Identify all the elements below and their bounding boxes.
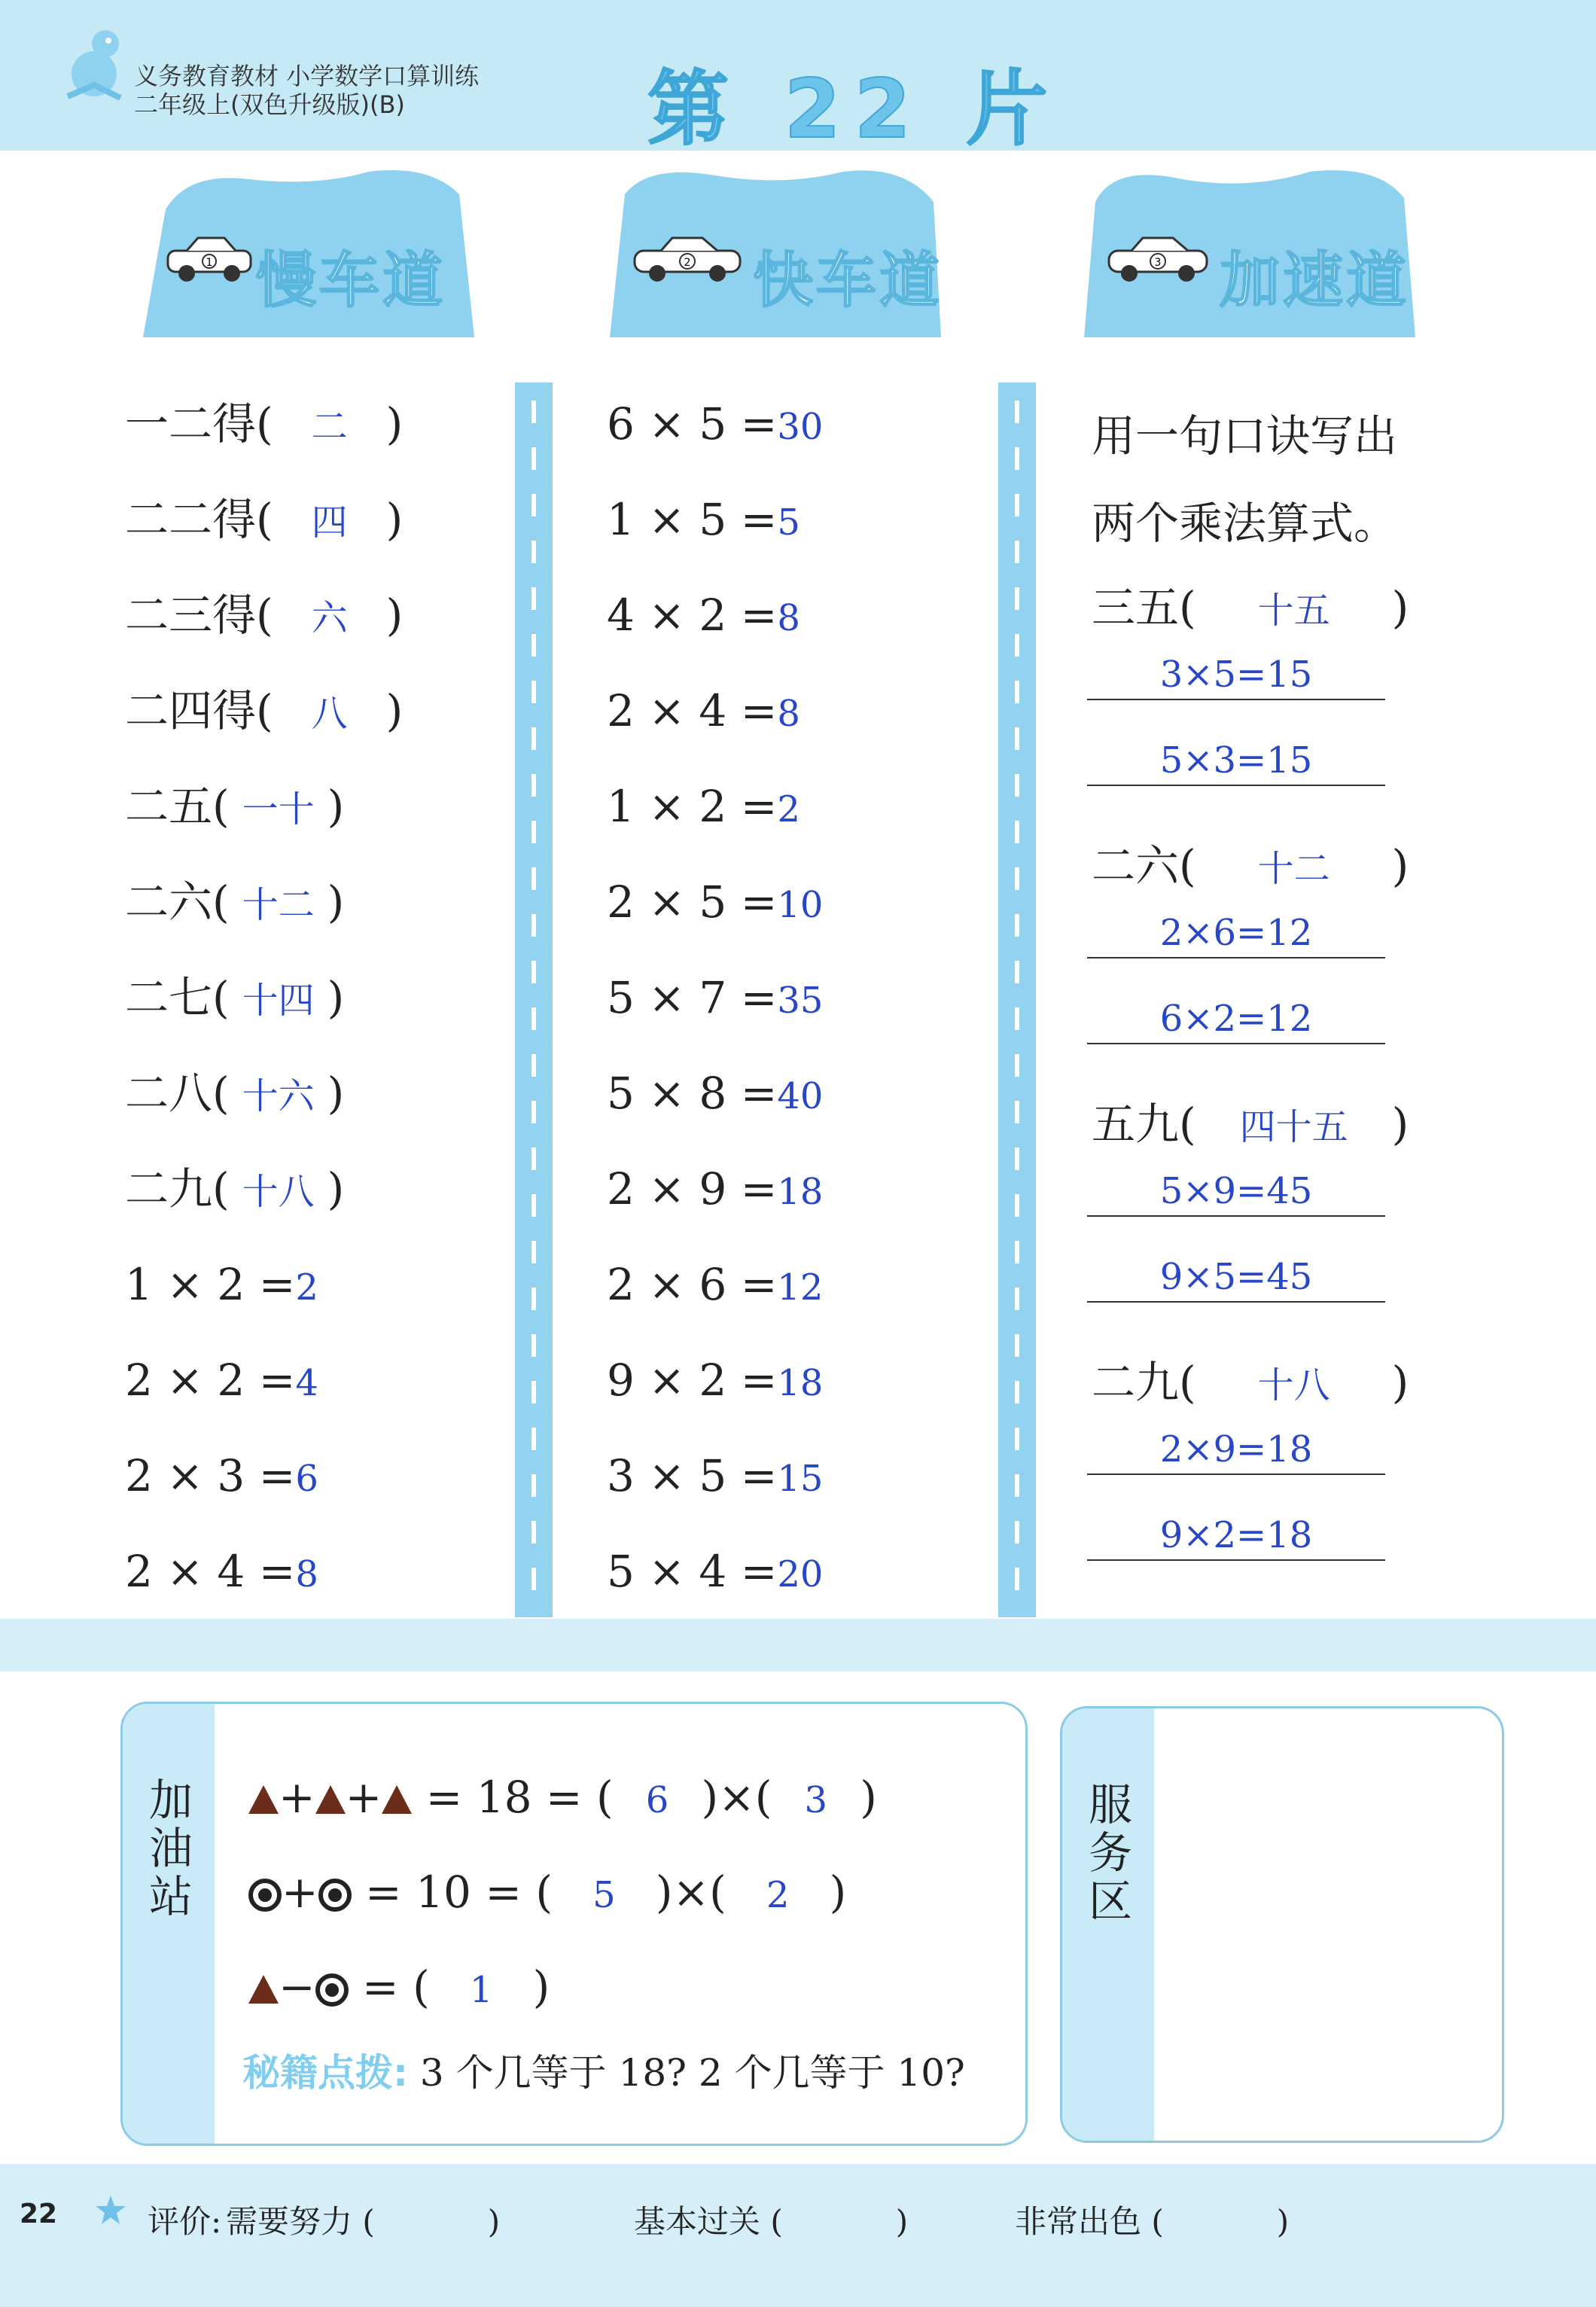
fast-lane-row: [607, 1545, 823, 1601]
divider-dash: [1015, 1241, 1019, 1263]
lane-tab-slow: [143, 164, 480, 337]
service-area-box: [1060, 1706, 1504, 2143]
closing-paren: ): [385, 494, 404, 545]
divider-dash: [1015, 1521, 1019, 1544]
closing-paren: ): [1391, 1099, 1409, 1150]
question-text: 1 × 2 =: [607, 781, 778, 832]
question-text: 5 × 4 =: [607, 1546, 778, 1597]
equation-answer[interactable]: 3×5=15: [1159, 654, 1313, 696]
divider-dash: [1015, 821, 1019, 843]
question-text: 二二得(: [125, 494, 273, 545]
divider-dash: [1015, 541, 1019, 563]
question-text: 二七(: [125, 972, 230, 1023]
divider-dash: [1015, 1054, 1019, 1077]
fast-lane-row: [607, 971, 823, 1027]
question-text: 6 × 5 =: [607, 398, 778, 450]
accel-rhyme-row: [1092, 1356, 1409, 1412]
equation-answer[interactable]: 9×5=45: [1159, 1256, 1313, 1298]
answer-text[interactable]: 10: [777, 884, 824, 926]
lane-divider-2: [998, 382, 1036, 1617]
lane-label-slow: 慢车道: [256, 245, 446, 315]
tip-label: 秘籍点拨:: [242, 2051, 408, 2095]
equation-answer[interactable]: 5×9=45: [1159, 1170, 1313, 1212]
gas-eq-3: − = ( 1 ): [248, 1961, 550, 2016]
closing-paren: ): [385, 398, 404, 450]
series-line-1: 义务教育教材 小学数学口算训练: [134, 62, 480, 90]
race-car-icon: [1105, 232, 1211, 285]
answer-underline: [1087, 699, 1385, 700]
answer-text[interactable]: 18: [777, 1362, 824, 1404]
rhyme-answer[interactable]: 十五: [1257, 590, 1330, 632]
answer-text[interactable]: 十四: [242, 980, 315, 1022]
answer-underline: [1087, 1301, 1385, 1303]
equation-answer[interactable]: 6×2=12: [1159, 998, 1313, 1040]
divider-dash: [531, 1241, 536, 1263]
question-text: 3 × 5 =: [607, 1450, 778, 1501]
answer-text[interactable]: 6: [295, 1458, 318, 1500]
closing-paren: ): [327, 781, 345, 832]
answer-text[interactable]: 30: [777, 406, 824, 448]
accel-rhyme-row: [1092, 1098, 1409, 1154]
slow-lane-row: [125, 1545, 318, 1601]
divider-dash: [531, 1474, 536, 1497]
accel-instruction-1: 用一句口诀写出: [1092, 410, 1398, 462]
rhyme-text: 二九(: [1092, 1357, 1196, 1408]
answer-text[interactable]: 二: [311, 406, 348, 448]
lane-tab-fast: [610, 164, 947, 337]
divider-dash: [1015, 681, 1019, 703]
divider-dash: [1015, 914, 1019, 937]
fast-lane-row: [607, 780, 800, 836]
question-text: 5 × 8 =: [607, 1068, 778, 1119]
divider-dash: [1015, 867, 1019, 890]
triangle-icon: [248, 1975, 279, 2004]
divider-dash: [531, 401, 536, 423]
series-title: [134, 62, 479, 119]
answer-text[interactable]: 5: [777, 501, 800, 544]
answer-text[interactable]: 4: [295, 1362, 318, 1404]
divider-dash: [1015, 1194, 1019, 1217]
answer-text[interactable]: 18: [777, 1171, 824, 1213]
question-text: 2 × 4 =: [607, 685, 778, 736]
slow-lane-row: [125, 398, 403, 453]
accel-rhyme-row: [1092, 840, 1409, 895]
divider-dash: [1015, 727, 1019, 750]
divider-dash: [1015, 634, 1019, 657]
fast-lane-row: [607, 1449, 823, 1505]
divider-dash: [531, 1101, 536, 1123]
divider-dash: [531, 1428, 536, 1450]
target-circle-icon: [248, 1879, 282, 1912]
divider-dash: [1015, 1288, 1019, 1310]
slow-lane-row: [125, 1163, 344, 1218]
divider-dash: [1015, 447, 1019, 470]
question-text: 二六(: [125, 876, 230, 928]
divider-dash: [531, 1521, 536, 1544]
answer-text[interactable]: 六: [311, 597, 348, 639]
closing-paren: ): [1391, 840, 1409, 891]
closing-paren: ): [1391, 582, 1409, 633]
question-text: 二九(: [125, 1163, 230, 1214]
slow-lane-row: [125, 1067, 344, 1123]
divider-dash: [531, 1334, 536, 1357]
equation-answer[interactable]: 2×6=12: [1159, 912, 1313, 954]
question-text: 4 × 2 =: [607, 590, 778, 641]
divider-dash: [1015, 401, 1019, 423]
gas-eq-1-answer-2[interactable]: 3: [804, 1779, 828, 1821]
divider-dash: [531, 821, 536, 843]
eval-option-needs-effort[interactable]: 需要努力 ( ): [226, 2203, 501, 2240]
question-text: 二五(: [125, 781, 230, 832]
triangle-icon: [315, 1785, 346, 1814]
divider-dash: [531, 541, 536, 563]
divider-dash: [531, 634, 536, 657]
triangle-icon: [248, 1785, 279, 1814]
slow-lane-row: [125, 1354, 318, 1409]
question-text: 二四得(: [125, 685, 273, 736]
question-text: 1 × 2 =: [125, 1259, 296, 1310]
answer-text[interactable]: 12: [777, 1266, 824, 1309]
divider-dash: [1015, 1007, 1019, 1030]
gas-eq-2-answer-1[interactable]: 5: [592, 1874, 616, 1916]
accel-rhyme-row: [1092, 581, 1409, 637]
page-title: 第 22 片: [647, 62, 1061, 157]
answer-text[interactable]: 15: [777, 1458, 824, 1500]
lane-label-fast: 快车道: [753, 245, 943, 315]
answer-underline: [1087, 1473, 1385, 1475]
fast-lane-row: [607, 1258, 823, 1314]
slow-lane-row: [125, 971, 344, 1027]
divider-dash: [531, 1147, 536, 1170]
closing-paren: ): [327, 1068, 345, 1119]
rhyme-answer[interactable]: 十八: [1257, 1364, 1330, 1406]
answer-underline: [1087, 1043, 1385, 1044]
lane-divider-1: [515, 382, 553, 1617]
gas-eq-2: + = 10 = ( 5 )×( 2 ): [248, 1866, 846, 1921]
closing-paren: ): [1391, 1357, 1409, 1408]
answer-text[interactable]: 十八: [242, 1171, 315, 1213]
divider-dash: [531, 1194, 536, 1217]
closing-paren: ): [327, 972, 345, 1023]
divider-dash: [531, 867, 536, 890]
divider-dash: [531, 1381, 536, 1403]
gas-eq-3-answer[interactable]: 1: [469, 1969, 493, 2011]
question-text: 一二得(: [125, 398, 273, 450]
divider-dash: [531, 1007, 536, 1030]
question-text: 2 × 5 =: [607, 876, 778, 928]
fast-lane-row: [607, 1354, 823, 1409]
question-text: 9 × 2 =: [607, 1355, 778, 1406]
divider-dash: [1015, 1101, 1019, 1123]
gas-station-sidebar: [123, 1704, 215, 2144]
answer-text[interactable]: 一十: [242, 788, 315, 830]
divider-dash: [531, 1054, 536, 1077]
tip-row: [242, 2046, 965, 2099]
triangle-icon: [382, 1785, 412, 1814]
divider-dash: [531, 587, 536, 610]
divider-dash: [1015, 1568, 1019, 1590]
closing-paren: ): [385, 590, 404, 641]
star-icon: [95, 2194, 126, 2226]
divider-dash: [1015, 1334, 1019, 1357]
divider-dash: [531, 1288, 536, 1310]
race-car-icon: [631, 232, 744, 285]
slow-lane-row: [125, 493, 403, 549]
series-line-2: 二年级上(双色升级版)(B): [134, 90, 405, 119]
fast-lane-row: [607, 876, 823, 931]
answer-text[interactable]: 十二: [242, 884, 315, 926]
accel-instruction-2: 两个乘法算式。: [1092, 498, 1398, 549]
car-number: 3: [1154, 257, 1162, 269]
divider-dash: [1015, 1147, 1019, 1170]
lane-label-accel: 加速道: [1220, 245, 1409, 315]
rhyme-text: 二六(: [1092, 840, 1196, 891]
fast-lane-row: [607, 1067, 823, 1123]
question-text: 1 × 5 =: [607, 494, 778, 545]
answer-underline: [1087, 957, 1385, 958]
fast-lane-row: [607, 398, 823, 453]
closing-paren: ): [327, 876, 345, 928]
car-number: 2: [684, 257, 691, 269]
answer-text[interactable]: 8: [777, 597, 800, 639]
divider-dash: [1015, 1474, 1019, 1497]
answer-text[interactable]: 四: [311, 501, 348, 544]
divider-dash: [1015, 961, 1019, 983]
divider-dash: [531, 774, 536, 797]
divider-dash: [531, 1568, 536, 1590]
target-circle-icon: [318, 1879, 352, 1912]
mascot-logo-icon: [53, 14, 136, 111]
divider-dash: [1015, 1381, 1019, 1403]
fast-lane-row: [607, 1163, 823, 1218]
eval-label: 评价:: [148, 2203, 222, 2240]
eval-option-excellent[interactable]: 非常出色 ( ): [1015, 2203, 1290, 2240]
answer-text[interactable]: 8: [295, 1553, 318, 1595]
rhyme-text: 三五(: [1092, 582, 1196, 633]
slow-lane-row: [125, 684, 403, 740]
closing-paren: ): [385, 685, 404, 736]
rhyme-text: 五九(: [1092, 1099, 1196, 1150]
question-text: 5 × 7 =: [607, 972, 778, 1023]
answer-text[interactable]: 八: [311, 693, 348, 735]
fast-lane-row: [607, 589, 800, 645]
answer-underline: [1087, 1215, 1385, 1217]
slow-lane-row: [125, 780, 344, 836]
equation-answer[interactable]: 2×9=18: [1159, 1428, 1313, 1470]
question-text: 2 × 9 =: [607, 1163, 778, 1214]
question-text: 二八(: [125, 1068, 230, 1119]
slow-lane-row: [125, 589, 403, 645]
divider-dash: [531, 447, 536, 470]
car-number: 1: [206, 257, 213, 269]
question-text: 2 × 4 =: [125, 1546, 296, 1597]
divider-dash: [531, 727, 536, 750]
race-car-icon: [164, 232, 254, 285]
gas-eq-2-answer-2[interactable]: 2: [766, 1874, 790, 1916]
lane-tab-accel: [1084, 164, 1421, 337]
answer-text[interactable]: 2: [295, 1266, 318, 1309]
divider-dash: [1015, 587, 1019, 610]
gas-eq-1-answer-1[interactable]: 6: [645, 1779, 669, 1821]
answer-text[interactable]: 2: [777, 788, 800, 830]
slow-lane-row: [125, 1258, 318, 1314]
service-area-title: 服 务 区: [1088, 1779, 1132, 1927]
divider-dash: [531, 681, 536, 703]
divider-dash: [531, 961, 536, 983]
question-text: 2 × 2 =: [125, 1355, 296, 1406]
question-text: 二三得(: [125, 590, 273, 641]
gas-station-title: 加 油 站: [148, 1775, 193, 1922]
divider-dash: [531, 494, 536, 517]
equation-answer[interactable]: 5×3=15: [1159, 739, 1313, 782]
divider-dash: [1015, 1428, 1019, 1450]
question-text: 2 × 6 =: [607, 1259, 778, 1310]
answer-underline: [1087, 1559, 1385, 1561]
slow-lane-row: [125, 1449, 318, 1505]
divider-dash: [1015, 774, 1019, 797]
answer-text[interactable]: 35: [777, 980, 824, 1022]
equation-answer[interactable]: 9×2=18: [1159, 1514, 1313, 1556]
answer-text[interactable]: 40: [777, 1075, 824, 1117]
answer-text[interactable]: 十六: [242, 1075, 315, 1117]
divider-dash: [1015, 494, 1019, 517]
target-circle-icon: [315, 1973, 349, 2007]
fast-lane-row: [607, 493, 800, 549]
rhyme-answer[interactable]: 四十五: [1239, 1106, 1348, 1148]
mid-band: [0, 1619, 1596, 1672]
closing-paren: ): [327, 1163, 345, 1214]
answer-underline: [1087, 785, 1385, 786]
slow-lane-row: [125, 876, 344, 931]
eval-option-pass[interactable]: 基本过关 ( ): [634, 2203, 909, 2240]
answer-text[interactable]: 8: [777, 693, 800, 735]
divider-dash: [531, 914, 536, 937]
answer-text[interactable]: 20: [777, 1553, 824, 1595]
page-number: 22: [20, 2199, 58, 2229]
tip-text: 3 个几等于 18? 2 个几等于 10?: [419, 2051, 965, 2095]
gas-eq-1: + + = 18 = ( 6 )×( 3 ): [248, 1771, 877, 1827]
question-text: 2 × 3 =: [125, 1450, 296, 1501]
rhyme-answer[interactable]: 十二: [1257, 848, 1330, 890]
fast-lane-row: [607, 684, 800, 740]
